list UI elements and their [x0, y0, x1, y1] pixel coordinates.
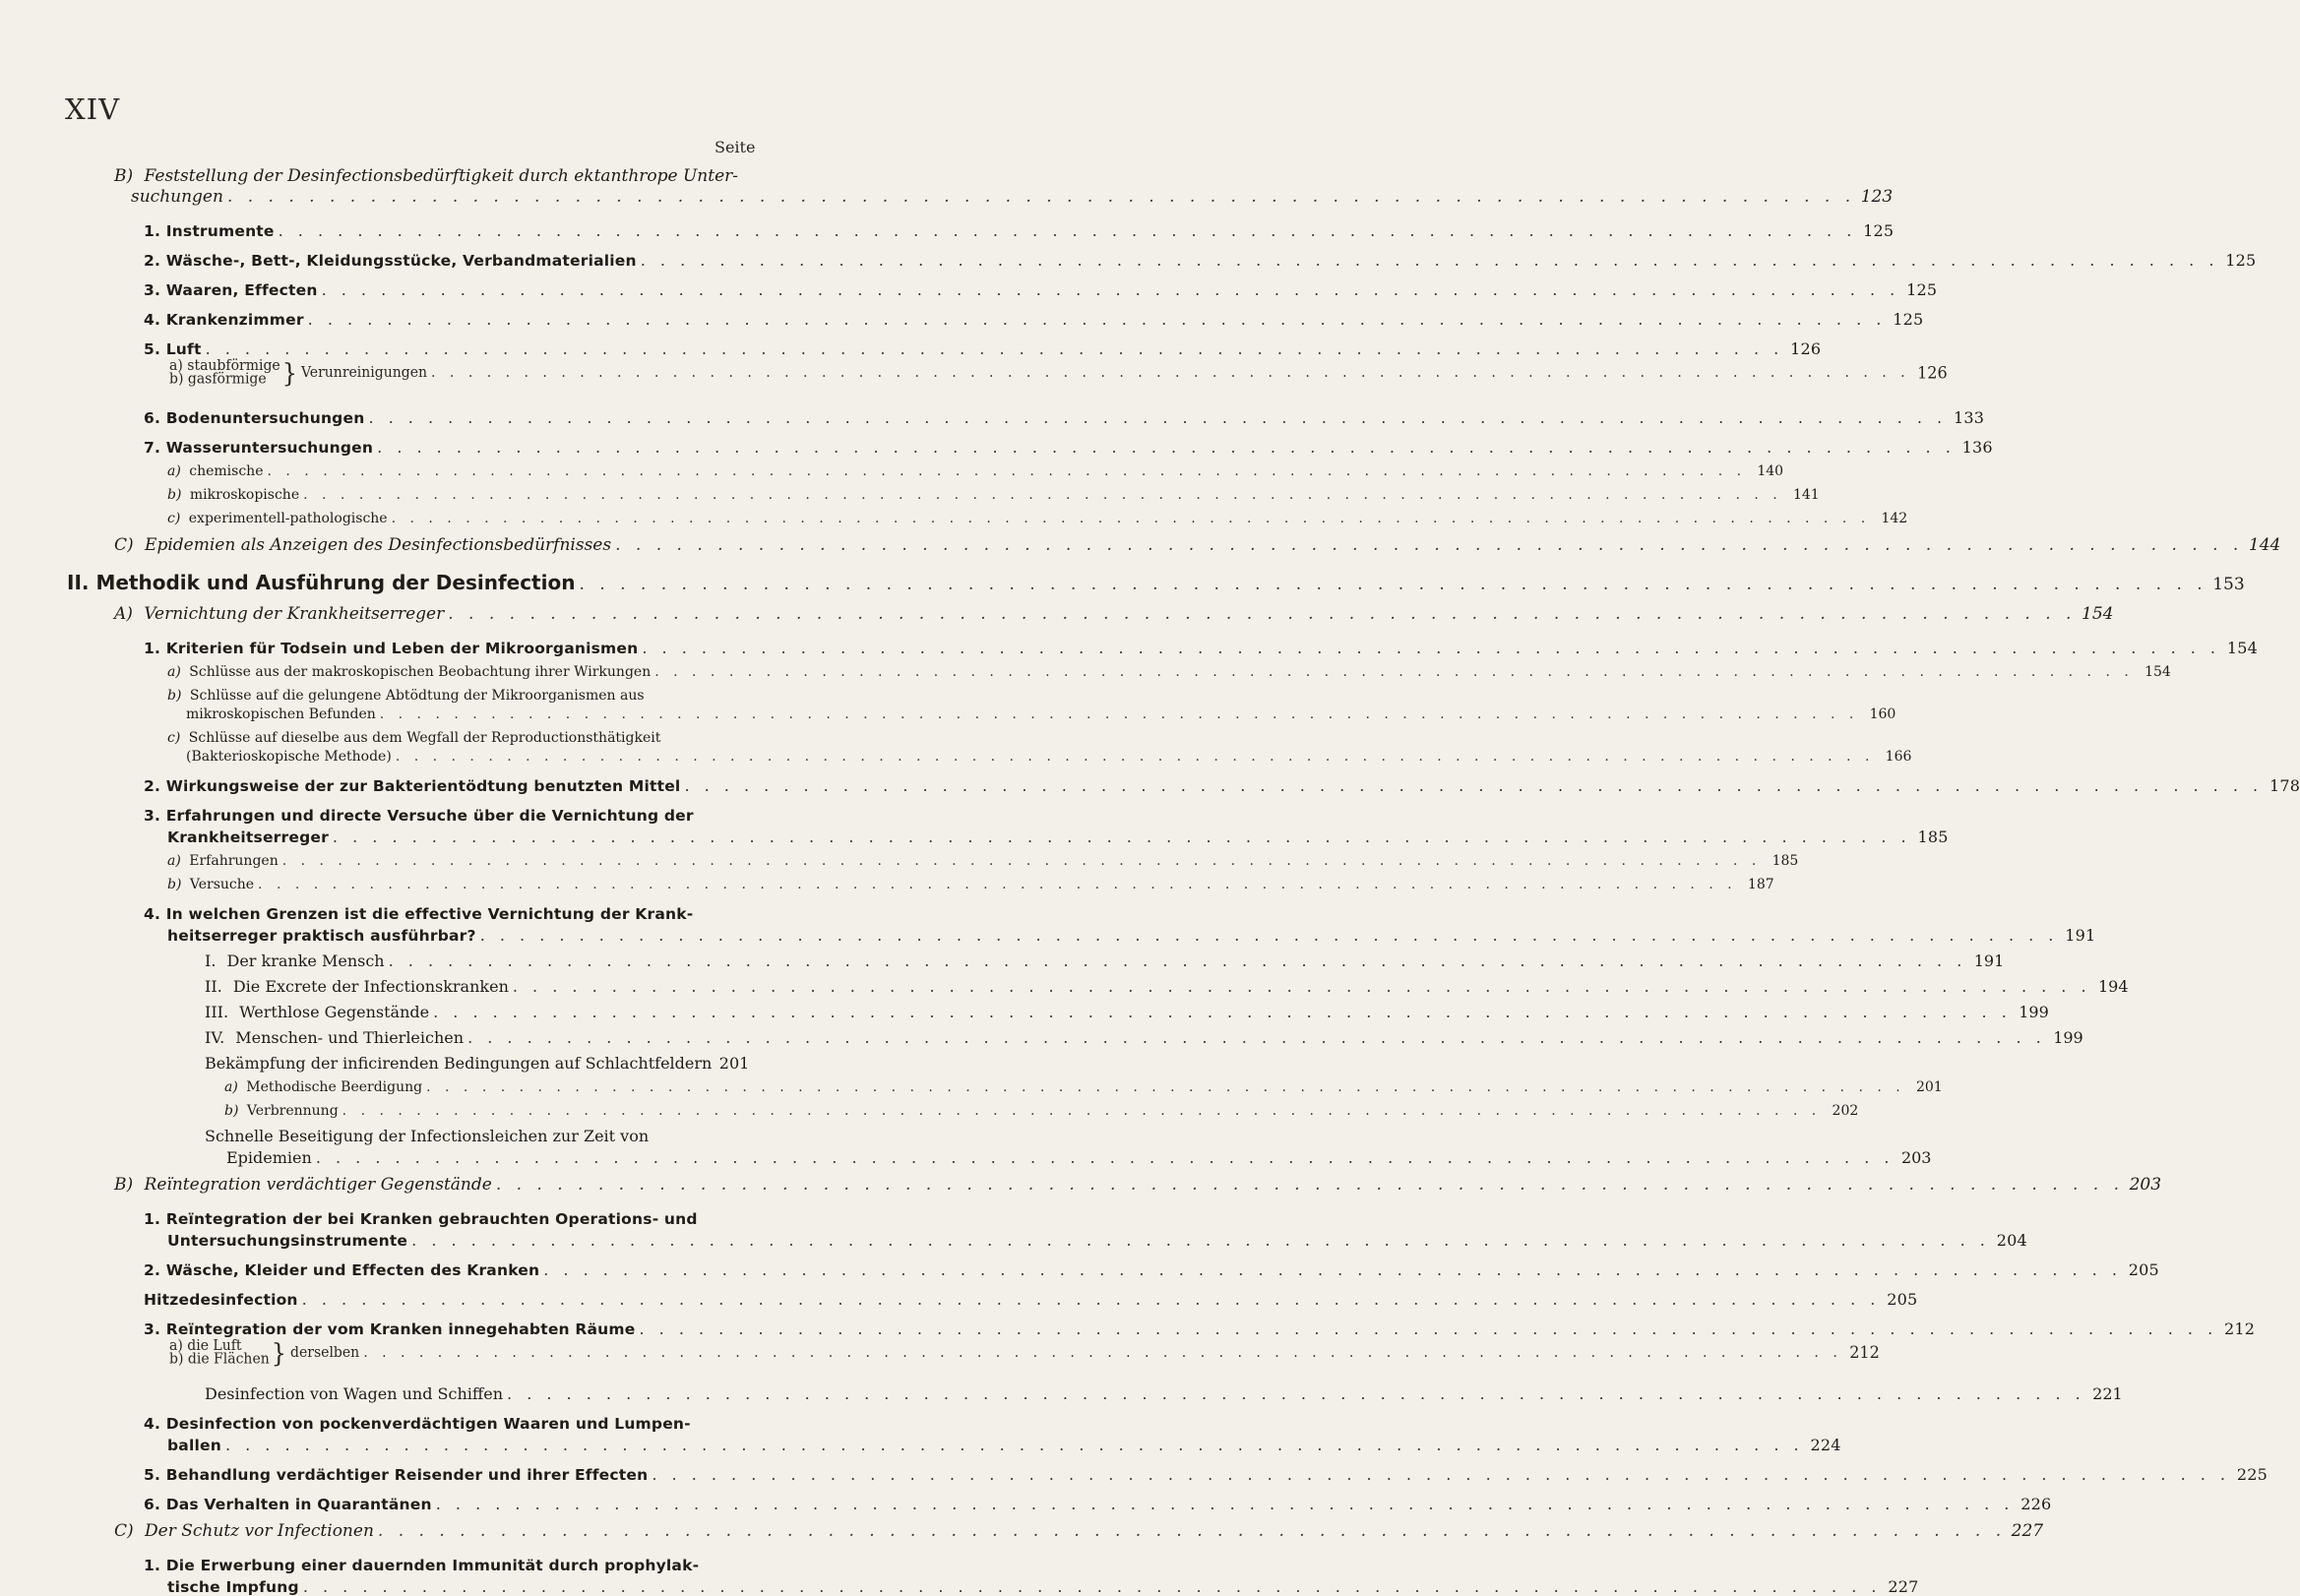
toc-page-number: 136 — [1961, 438, 1993, 457]
leader-dots: . . . . . . . . . . . . . . . . . . . . . . . . . . . . . . . . . . . . . . . . . . . . . . . . . . . . . . . . . . . . . . . . . . . . . . . . . . . . . . . . — [479, 926, 2059, 945]
toc-entry-label: III. — [205, 1003, 229, 1021]
toc-entry-text: Waaren, Effecten — [165, 281, 318, 299]
toc-page-number: 160 — [1869, 706, 1896, 722]
leader-dots: . . . . . . . . . . . . . . . . . . . . . . . . . . . . . . . . . . . . . . . . . . . . . . . . . . . . . . . . . . . . . . . . . . . . . . . . . . . . . . . . — [302, 1577, 1882, 1596]
toc-entry-text: Methodische Beerdigung — [246, 1079, 423, 1095]
toc-page-number: 125 — [1906, 280, 1938, 299]
toc-entry — [0, 399, 1985, 427]
toc-page-number: 203 — [1900, 1148, 1932, 1167]
toc-entry — [0, 767, 2300, 795]
toc-entry-label: B) — [114, 1175, 134, 1195]
leader-dots: . . . . . . . . . . . . . . . . . . . . . . . . . . . . . . . . . . . . . . . . . . . . . . . . . . . . . . . . . . . . . . . . . . . . . . . . . . . . . . . . — [391, 511, 1871, 526]
toc-entry — [2, 357, 1948, 389]
toc-entry-text: (Bakterioskopische Methode) — [186, 749, 392, 765]
toc-page-number: 142 — [1881, 511, 1908, 526]
toc-entry — [0, 683, 1896, 722]
toc-entry-label: c) — [167, 730, 181, 746]
leader-dots: . . . . . . . . . . . . . . . . . . . . . . . . . . . . . . . . . . . . . . . . . . . . . . . . . . . . . . . . . . . . . . . . . . . . . . . . . . . . . . . . — [640, 251, 2219, 270]
toc-entry — [0, 331, 1822, 358]
leader-dots: . . . . . . . . . . . . . . . . . . . . . . . . . . . . . . . . . . . . . . . . . . . . . . . . . . . . . . . . . . . . . . . . . . . . . . . . . . . . . . . . — [379, 706, 1859, 722]
toc-page-number: 194 — [2098, 977, 2129, 996]
toc-entry-text: Hitzedesinfection — [144, 1291, 298, 1309]
toc-page-number: 225 — [2236, 1465, 2269, 1484]
leader-dots: . . . . . . . . . . . . . . . . . . . . . . . . . . . . . . . . . . . . . . . . . . . . . . . . . . . . . . . . . . . . . . . . . . . . . . . . . . . . . . . . — [684, 776, 2264, 795]
toc-entry-text: ballen — [167, 1437, 221, 1454]
toc-page-number: 226 — [2020, 1495, 2052, 1513]
toc-entry-text: Wäsche, Kleider und Effecten des Kranken — [165, 1261, 540, 1279]
toc-entry-text: Erfahrungen — [189, 853, 279, 869]
toc-entry-label: II. — [205, 977, 222, 996]
toc-entry-text: Methodik und Ausführung der Desinfection — [95, 571, 576, 594]
leader-dots: . . . . . . . . . . . . . . . . . . . . . . . . . . . . . . . . . . . . . . . . . . . . . . . . . . . . . . . . . . . . . . . . . . . . . . . . . . . . . . . . — [342, 1103, 1822, 1119]
toc-entry — [0, 1547, 1919, 1596]
toc-entry — [0, 1281, 1918, 1309]
toc-entry-text: Das Verhalten in Quarantänen — [165, 1496, 432, 1513]
toc-entry-label: b) — [167, 688, 182, 704]
toc-entry-label: 6. — [144, 409, 161, 427]
toc-entry-text: experimentell-pathologische — [188, 511, 388, 526]
toc-entry-label: 2. — [144, 1261, 161, 1279]
leader-dots: . . . . . . . . . . . . . . . . . . . . . . . . . . . . . . . . . . . . . . . . . . . . . . . . . . . . . . . . . . . . . . . . . . . . . . . . . . . . . . . . — [411, 1231, 1990, 1250]
toc-page-number: 201 — [718, 1054, 750, 1073]
toc-entry — [0, 630, 2259, 657]
leader-dots: . . . . . . . . . . . . . . . . . . . . . . . . . . . . . . . . . . . . . . . . . . . . . . . . . . . . . . . . . . . . . . . . . . . . . . . . . . . . . . . . — [639, 1320, 2218, 1338]
leader-dots: . . . . . . . . . . . . . . . . . . . . . . . . . . . . . . . . . . . . . . . . . . . . . . . . . . . . . . . . . . . . . . . . . . . . . . . . . . . . . . . . — [512, 977, 2091, 996]
toc-entry-label: II. — [67, 571, 90, 594]
leader-dots: . . . . . . . . . . . . . . . . . . . . . . . . . . . . . . . . . . . . . . . . . . . . . . . . . . . . . . . . . . . . . . . . . . . . . . . . . . . . . . . . — [395, 749, 1875, 765]
leader-dots: . . . . . . . . . . . . . . . . . . . . . . . . . . . . . . . . . . . . . . . . . . . . . . . . . . . . . . . . . . . . . . . . . . . . . . . . . . . . . . . . — [388, 951, 1967, 970]
toc-page-number: 153 — [2212, 575, 2245, 594]
toc-entry — [0, 797, 1949, 846]
leader-dots: . . . . . . . . . . . . . . . . . . . . . . . . . . . . . . . . . . . . . . . . . . . . . . . . . . . . . . . . . . . . . . . . . . . . . . . . . . . . . . . . — [205, 339, 1784, 358]
toc-entry — [0, 1200, 2027, 1250]
leader-dots: . . . . . . . . . . . . . . . . . . . . . . . . . . . . . . . . . . . . . . . . . . . . . . . . . . . . . . . . . . . . . . . . . . . . . . . . . . . . . . . . — [615, 535, 2244, 555]
toc-brace-item: a) staubförmige — [169, 357, 280, 375]
toc-entry — [0, 561, 2245, 594]
toc-entry — [0, 242, 2257, 270]
leader-dots: . . . . . . . . . . . . . . . . . . . . . . . . . . . . . . . . . . . . . . . . . . . . . . . . . . . . . . . . . . . . . . . . . . . . . . . . . . . . . . . . — [307, 310, 1887, 329]
toc-entry — [0, 1049, 788, 1073]
leader-dots: . . . . . . . . . . . . . . . . . . . . . . . . . . . . . . . . . . . . . . . . . . . . . . . . . . . . . . . . . . . . . . . . . . . . . . . . . . . . . . . . — [579, 575, 2207, 594]
toc-page-number: 133 — [1953, 408, 1985, 427]
toc-entry-label: 3. — [144, 281, 161, 299]
toc-page-number: 125 — [1893, 310, 1924, 329]
toc-entry-text: Krankenzimmer — [165, 311, 304, 329]
toc-page-number: 185 — [1772, 853, 1799, 869]
toc-entry-label: I. — [205, 951, 217, 970]
toc-entry — [0, 1456, 2269, 1484]
toc-page-number: 203 — [2129, 1175, 2162, 1195]
toc-entry-text: Werthlose Gegenstände — [239, 1003, 430, 1021]
toc-page-number: 126 — [1917, 362, 1948, 383]
toc-entry-text: Desinfection von Wagen und Schiffen — [205, 1384, 504, 1403]
toc-page-number: 126 — [1790, 339, 1822, 358]
toc-entry-text: Der Schutz vor Infectionen — [145, 1521, 374, 1541]
toc-entry-label: 1. — [144, 222, 161, 240]
toc-entry-text: Epidemien — [226, 1148, 312, 1167]
toc-entry-text: Instrumente — [165, 222, 275, 240]
leader-dots: . . . . . . . . . . . . . . . . . . . . . . . . . . . . . . . . . . . . . . . . . . . . . . . . . . . . . . . . . . . . . . . . . . . . . . . . . . . . . . . . — [431, 364, 1910, 382]
toc-entry-text: chemische — [189, 463, 264, 479]
leader-dots: . . . . . . . . . . . . . . . . . . . . . . . . . . . . . . . . . . . . . . . . . . . . . . . . . . . . . . . . . . . . . . . . . . . . . . . . . . . . . . . . — [258, 877, 1737, 892]
toc-page-number: 199 — [2053, 1028, 2083, 1047]
toc-page-number: 227 — [2011, 1521, 2044, 1541]
leader-dots: . . . . . . . . . . . . . . . . . . . . . . . . . . . . . . . . . . . . . . . . . . . . . . . . . . . . . . . . . . . . . . . . . . . . . . . . . . . . . . . . — [448, 604, 2077, 624]
toc-entry — [0, 482, 1820, 503]
toc-entry — [0, 1486, 2052, 1513]
toc-entry — [0, 1515, 2044, 1541]
toc-entry — [0, 301, 1924, 329]
toc-entry — [0, 429, 1993, 457]
toc-entry — [0, 872, 1774, 892]
leader-dots: . . . . . . . . . . . . . . . . . . . . . . . . . . . . . . . . . . . . . . . . . . . . . . . . . . . . . . . . . . . . . . . . . . . . . . . . . . . . . . . . — [426, 1079, 1905, 1095]
toc-entry-label: C) — [114, 1521, 134, 1541]
toc-entry-text: Kriterien für Todsein und Leben der Mikroorganismen — [165, 640, 639, 657]
toc-page-number: 191 — [2065, 926, 2096, 945]
toc-entry — [0, 998, 2049, 1021]
toc-entry — [0, 529, 2281, 555]
toc-entry — [0, 1252, 2159, 1279]
toc-entry-label: a) — [167, 463, 181, 479]
toc-entry — [0, 1023, 2083, 1047]
leader-dots: . . . . . . . . . . . . . . . . . . . . . . . . . . . . . . . . . . . . . . . . . . . . . . . . . . . . . . . . . . . . . . . . . . . . . . . . . . . . . . . . — [433, 1003, 2012, 1021]
toc-page-number: 205 — [2128, 1260, 2159, 1279]
leader-dots: . . . . . . . . . . . . . . . . . . . . . . . . . . . . . . . . . . . . . . . . . . . . . . . . . . . . . . . . . . . . . . . . . . . . . . . . . . . . . . . . — [642, 639, 2221, 657]
leader-dots: . . . . . . . . . . . . . . . . . . . . . . . . . . . . . . . . . . . . . . . . . . . . . . . . . . . . . . . . . . . . . . . . . . . . . . . . . . . . . . . . — [495, 1175, 2125, 1195]
toc-page-number: 178 — [2269, 776, 2300, 795]
toc-entry-label: b) — [224, 1103, 239, 1119]
toc-entry-label: a) — [167, 853, 181, 869]
toc-entry — [0, 598, 2114, 624]
toc-entry-text: Menschen- und Thierleichen — [235, 1028, 465, 1047]
leader-dots: . . . . . . . . . . . . . . . . . . . . . . . . . . . . . . . . . . . . . . . . . . . . . . . . . . . . . . . . . . . . . . . . . . . . . . . . . . . . . . . . — [315, 1148, 1895, 1167]
toc-entry — [0, 848, 1799, 869]
toc-page-number: 204 — [1996, 1231, 2027, 1250]
toc-entry-text: Die Erwerbung einer dauernden Immunität durch prophylak- — [165, 1557, 700, 1574]
toc-entry-text: Bekämpfung der inficirenden Bedingungen auf Schlachtfeldern — [205, 1054, 713, 1073]
toc-entry — [0, 506, 1908, 526]
toc-entry-label: 4. — [144, 311, 161, 329]
toc-entry-label: 1. — [144, 1557, 161, 1574]
toc-entry-text: heitserreger praktisch ausführbar? — [167, 927, 476, 945]
toc-page-number: 212 — [2224, 1320, 2256, 1338]
leader-dots: . . . . . . . . . . . . . . . . . . . . . . . . . . . . . . . . . . . . . . . . . . . . . . . . . . . . . . . . . . . . . . . . . . . . . . . . . . . . . . . . — [226, 187, 1856, 207]
toc-entry-text: Schnelle Beseitigung der Infectionsleichen zur Zeit von — [205, 1127, 650, 1145]
toc-entry — [0, 659, 2171, 680]
toc-page-number: 125 — [1863, 221, 1895, 240]
toc-entry — [0, 213, 1895, 240]
toc-entry-text: Feststellung der Desinfectionsbedürftigkeit durch ektanthrope Unter- — [144, 166, 739, 186]
toc-entry-text: Wasseruntersuchungen — [165, 439, 374, 457]
toc-entry-text: Epidemien als Anzeigen des Desinfectionsbedürfnisses — [145, 535, 612, 555]
toc-entry-text: Untersuchungsinstrumente — [167, 1232, 408, 1250]
toc-entry — [0, 1098, 1859, 1119]
toc-brace-item: a) die Luft — [169, 1337, 242, 1355]
toc-entry-label: b) — [167, 877, 182, 892]
toc-entry-text: In welchen Grenzen ist die effective Vernichtung der Krank- — [165, 905, 694, 923]
toc-entry-text: Der kranke Mensch — [226, 951, 385, 970]
toc-entry-label: 1. — [144, 640, 161, 657]
toc-entry-label: B) — [114, 166, 134, 186]
toc-entry-label: 2. — [144, 777, 161, 795]
toc-entry-text: Reïntegration der bei Kranken gebrauchten Operations- und — [165, 1210, 698, 1228]
leader-dots: . . . . . . . . . . . . . . . . . . . . . . . . . . . . . . . . . . . . . . . . . . . . . . . . . . . . . . . . . . . . . . . . . . . . . . . . . . . . . . . . — [467, 1028, 2046, 1047]
toc-page-number: 125 — [2225, 251, 2257, 270]
toc-entry-label: c) — [167, 511, 181, 526]
toc-page-number: 154 — [2226, 639, 2259, 657]
toc-page-number: 123 — [1860, 187, 1894, 207]
toc-entry-label: b) — [167, 487, 182, 503]
toc-entry-text: mikroskopischen Befunden — [186, 706, 376, 722]
leader-dots: . . . . . . . . . . . . . . . . . . . . . . . . . . . . . . . . . . . . . . . . . . . . . . . . . . . . . . . . . . . . . . . . . . . . . . . . . . . . . . . . — [281, 853, 1762, 869]
toc-entry-text: Die Excrete der Infectionskranken — [232, 977, 509, 996]
toc-page-number: 154 — [2082, 604, 2114, 624]
toc-entry-text: Reïntegration verdächtiger Gegenstände — [144, 1175, 492, 1195]
leader-dots: . . . . . . . . . . . . . . . . . . . . . . . . . . . . . . . . . . . . . . . . . . . . . . . . . . . . . . . . . . . . . . . . . . . . . . . . . . . . . . . . — [654, 664, 2134, 680]
curly-brace-icon: } — [271, 1337, 287, 1369]
toc-entry — [0, 1311, 2256, 1338]
leader-dots: . . . . . . . . . . . . . . . . . . . . . . . . . . . . . . . . . . . . . . . . . . . . . . . . . . . . . . . . . . . . . . . . . . . . . . . . . . . . . . . . — [652, 1465, 2231, 1484]
leader-dots: . . . . . . . . . . . . . . . . . . . . . . . . . . . . . . . . . . . . . . . . . . . . . . . . . . . . . . . . . . . . . . . . . . . . . . . . . . . . . . . . — [321, 280, 1900, 299]
leader-dots: . . . . . . . . . . . . . . . . . . . . . . . . . . . . . . . . . . . . . . . . . . . . . . . . . . . . . . . . . . . . . . . . . . . . . . . . . . . . . . . . — [435, 1495, 2015, 1513]
leader-dots: . . . . . . . . . . . . . . . . . . . . . . . . . . . . . . . . . . . . . . . . . . . . . . . . . . . . . . . . . . . . . . . . . . . . . . . . . . . . . . . . — [543, 1260, 2122, 1279]
toc-brace-item: b) gasförmige — [169, 370, 267, 388]
toc-entry-text: Schlüsse aus der makroskopischen Beobachtung ihrer Wirkungen — [189, 664, 652, 680]
toc-page-number: 140 — [1757, 463, 1784, 479]
toc-entry — [0, 1380, 2123, 1403]
toc-page-number: 141 — [1792, 487, 1820, 503]
toc-entry — [0, 272, 1938, 299]
leader-dots: . . . . . . . . . . . . . . . . . . . . . . . . . . . . . . . . . . . . . . . . . . . . . . . . . . . . . . . . . . . . . . . . . . . . . . . . . . . . . . . . — [507, 1384, 2085, 1403]
toc-entry-text: Verbrennung — [246, 1103, 339, 1119]
toc-page-number: 187 — [1747, 877, 1774, 892]
toc-page-number: 199 — [2019, 1003, 2049, 1021]
toc-entry-label: C) — [114, 535, 134, 555]
toc-entry-text: Krankheitserreger — [167, 829, 329, 846]
leader-dots: . . . . . . . . . . . . . . . . . . . . . . . . . . . . . . . . . . . . . . . . . . . . . . . . . . . . . . . . . . . . . . . . . . . . . . . . . . . . . . . . — [278, 221, 1857, 240]
toc-page-number: 202 — [1832, 1103, 1859, 1119]
toc-entry-text: Bodenuntersuchungen — [165, 409, 365, 427]
toc-entry-label: 4. — [144, 1415, 161, 1433]
toc-entry-text: Schlüsse auf die gelungene Abtödtung der Mikroorganismen aus — [189, 688, 645, 704]
toc-entry-label: 3. — [144, 807, 161, 825]
toc-entry-label: 4. — [144, 905, 161, 923]
toc-page-number: 185 — [1917, 828, 1949, 846]
toc-entry — [0, 1405, 1841, 1454]
toc-page-number: 154 — [2145, 664, 2171, 680]
leader-dots: . . . . . . . . . . . . . . . . . . . . . . . . . . . . . . . . . . . . . . . . . . . . . . . . . . . . . . . . . . . . . . . . . . . . . . . . . . . . . . . . — [301, 1290, 1881, 1309]
toc-entry-text: Wäsche-, Bett-, Kleidungsstücke, Verbandmaterialien — [165, 252, 637, 270]
toc-entry — [0, 1169, 2162, 1195]
toc-entry-text: Luft — [165, 340, 202, 358]
toc-entry — [0, 972, 2129, 996]
page-column-header: Seite — [715, 138, 756, 156]
toc-entry-text: mikroskopische — [189, 487, 300, 503]
toc-entry-label: a) — [167, 664, 181, 680]
toc-entry — [0, 1074, 1943, 1095]
toc-entry-text: Versuche — [189, 877, 255, 892]
toc-entry-text: suchungen — [131, 187, 223, 207]
toc-entry-label: 5. — [144, 340, 161, 358]
toc-entry-label: a) — [224, 1079, 238, 1095]
toc-entry-label: 6. — [144, 1496, 161, 1513]
curly-brace-icon: } — [281, 357, 297, 389]
toc-entry-label: 1. — [144, 1210, 161, 1228]
toc-entry-text: Reïntegration der vom Kranken innegehabten Räume — [165, 1320, 636, 1338]
toc-entry-label: A) — [114, 604, 133, 624]
leader-dots: . . . . . . . . . . . . . . . . . . . . . . . . . . . . . . . . . . . . . . . . . . . . . . . . . . . . . . . . . . . . . . . . . . . . . . . . . . . . . . . . — [377, 1521, 2007, 1541]
leader-dots: . . . . . . . . . . . . . . . . . . . . . . . . . . . . . . . . . . . . . . . . . . . . . . . . . . . . . . . . . . . . . . . . . . . . . . . . . . . . . . . . — [363, 1344, 1842, 1362]
toc-entry-label: 3. — [144, 1320, 161, 1338]
toc-page-number: 221 — [2092, 1384, 2123, 1403]
toc-entry-text: Schlüsse auf dieselbe aus dem Wegfall der Reproductionsthätigkeit — [188, 730, 661, 746]
toc-entry-text: Verunreinigungen — [300, 364, 428, 382]
toc-entry-label: 2. — [144, 252, 161, 270]
leader-dots: . . . . . . . . . . . . . . . . . . . . . . . . . . . . . . . . . . . . . . . . . . . . . . . . . . . . . . . . . . . . . . . . . . . . . . . . . . . . . . . . — [377, 438, 1956, 457]
leader-dots: . . . . . . . . . . . . . . . . . . . . . . . . . . . . . . . . . . . . . . . . . . . . . . . . . . . . . . . . . . . . . . . . . . . . . . . . . . . . . . . . — [368, 408, 1948, 427]
leader-dots: . . . . . . . . . . . . . . . . . . . . . . . . . . . . . . . . . . . . . . . . . . . . . . . . . . . . . . . . . . . . . . . . . . . . . . . . . . . . . . . . — [224, 1436, 1804, 1454]
toc-page-number: 224 — [1810, 1436, 1841, 1454]
toc-entry — [0, 160, 1894, 207]
toc-page-number: 212 — [1849, 1342, 1880, 1363]
toc-page-number: 227 — [1888, 1577, 1919, 1596]
toc-entry-label: 7. — [144, 439, 161, 457]
toc-entry — [0, 725, 1912, 765]
toc-page-number: 201 — [1915, 1079, 1943, 1095]
toc-entry — [0, 459, 1784, 479]
leader-dots: . . . . . . . . . . . . . . . . . . . . . . . . . . . . . . . . . . . . . . . . . . . . . . . . . . . . . . . . . . . . . . . . . . . . . . . . . . . . . . . . — [267, 463, 1747, 479]
toc-entry — [0, 895, 2096, 945]
toc-entry-text: Wirkungsweise der zur Bakterientödtung benutzten Mittel — [165, 777, 681, 795]
toc-brace-item: b) die Flächen — [169, 1350, 270, 1368]
toc-page-number: 191 — [1973, 951, 2005, 970]
toc-entry-text: Vernichtung der Krankheitserreger — [144, 604, 445, 624]
toc-entry-text: Desinfection von pockenverdächtigen Waaren und Lumpen- — [165, 1415, 691, 1433]
toc-entry-text: derselben — [290, 1344, 360, 1362]
toc-entry-label: IV. — [205, 1028, 225, 1047]
toc-page-number: 144 — [2248, 535, 2281, 555]
toc-entry-text: Behandlung verdächtiger Reisender und ihrer Effecten — [165, 1466, 649, 1484]
toc-entry-text: Erfahrungen und directe Versuche über die Vernichtung der — [165, 807, 694, 825]
toc-entry — [0, 1122, 1932, 1167]
leader-dots: . . . . . . . . . . . . . . . . . . . . . . . . . . . . . . . . . . . . . . . . . . . . . . . . . . . . . . . . . . . . . . . . . . . . . . . . . . . . . . . . — [303, 487, 1782, 503]
page-number: XIV — [65, 92, 121, 126]
toc-entry — [2, 1337, 1880, 1369]
toc-entry-label: 5. — [144, 1466, 161, 1484]
toc-entry — [0, 947, 2005, 970]
toc-entry-text: tische Impfung — [167, 1578, 299, 1596]
toc-page-number: 166 — [1885, 749, 1912, 765]
toc-page-number: 205 — [1887, 1290, 1918, 1309]
leader-dots: . . . . . . . . . . . . . . . . . . . . . . . . . . . . . . . . . . . . . . . . . . . . . . . . . . . . . . . . . . . . . . . . . . . . . . . . . . . . . . . . — [332, 828, 1911, 846]
